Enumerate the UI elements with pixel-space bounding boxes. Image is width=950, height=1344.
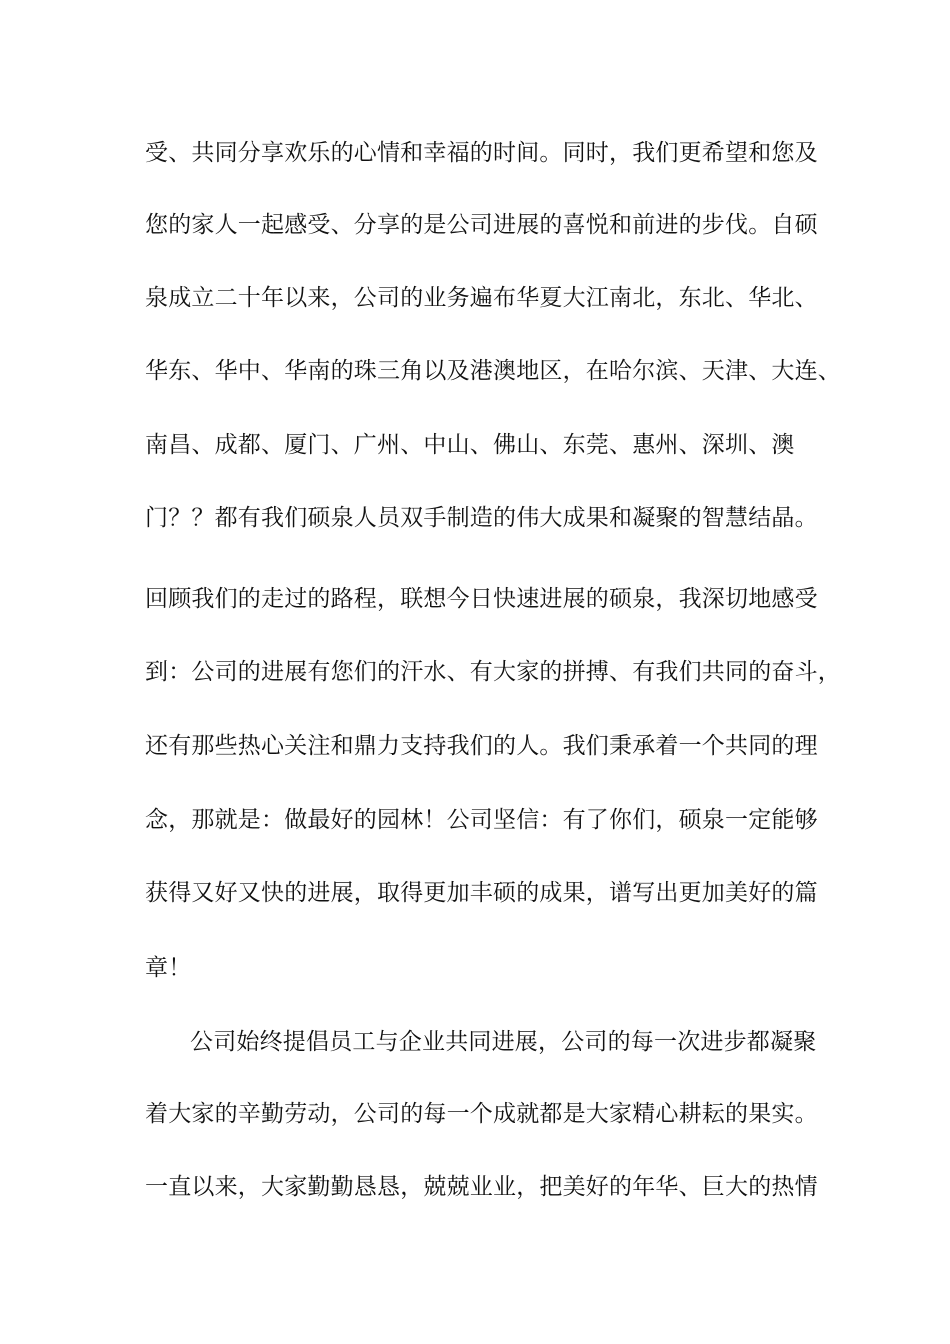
text-line: 一直以来，大家勤勤恳恳，兢兢业业，把美好的年华、巨大的热情: [145, 1174, 818, 1200]
text-line: 到：公司的进展有您们的汗水、有大家的拼搏、有我们共同的奋斗，: [145, 659, 841, 685]
text-line: 回顾我们的走过的路程，联想今日快速进展的硕泉，我深切地感受: [145, 586, 818, 612]
text-line: 泉成立二十年以来，公司的业务遍布华夏大江南北，东北、华北、: [145, 285, 818, 311]
text-line: 南昌、成都、厦门、广州、中山、佛山、东莞、惠州、深圳、澳: [145, 432, 795, 458]
text-line: 念，那就是：做最好的园林！公司坚信：有了你们，硕泉一定能够: [145, 807, 818, 833]
text-line: 着大家的辛勤劳动，公司的每一个成就都是大家精心耕耘的果实。: [145, 1101, 818, 1127]
paragraph-first-line: 公司始终提倡员工与企业共同进展，公司的每一次进步都凝聚: [190, 1029, 817, 1055]
text-line: 章！: [145, 955, 192, 981]
text-line: 受、共同分享欢乐的心情和幸福的时间。同时，我们更希望和您及: [145, 140, 818, 166]
text-line: 您的家人一起感受、分享的是公司进展的喜悦和前进的步伐。自硕: [145, 212, 818, 238]
text-line: 门？？都有我们硕泉人员双手制造的伟大成果和凝聚的智慧结晶。: [145, 505, 818, 531]
text-line: 还有那些热心关注和鼎力支持我们的人。我们秉承着一个共同的理: [145, 733, 818, 759]
text-line: 华东、华中、华南的珠三角以及港澳地区，在哈尔滨、天津、大连、: [145, 358, 841, 384]
text-line: 获得又好又快的进展，取得更加丰硕的成果，谱写出更加美好的篇: [145, 880, 818, 906]
